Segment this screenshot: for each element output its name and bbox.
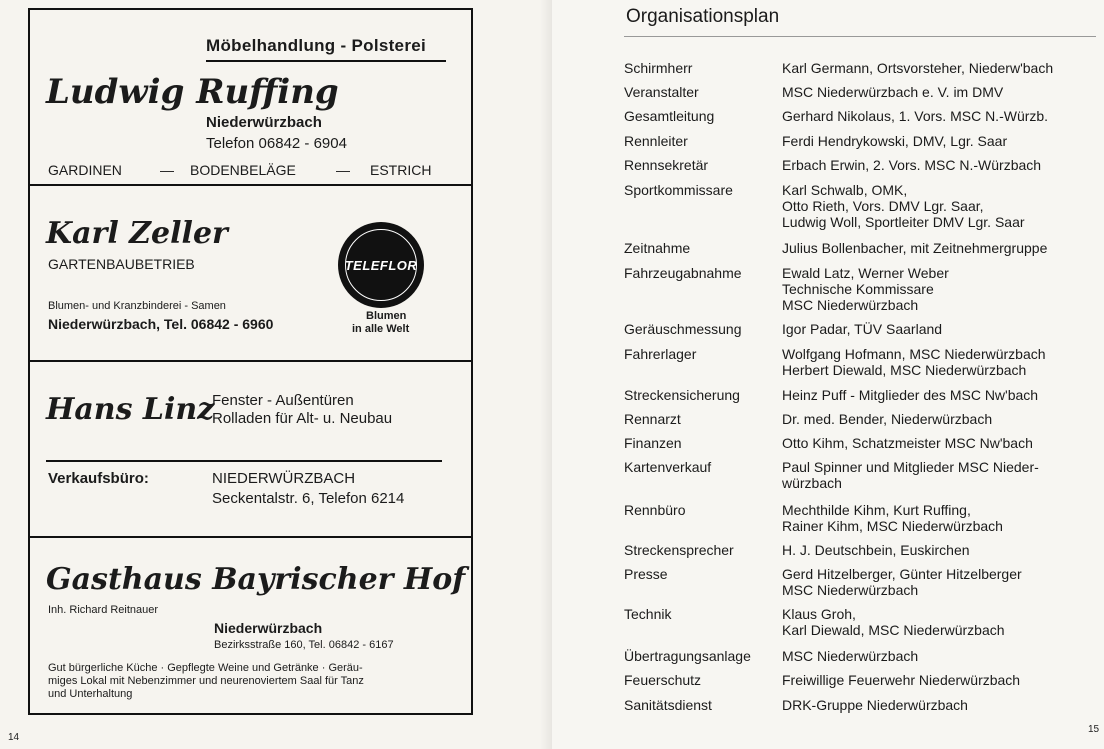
- gasthaus-description-1: Gut bürgerliche Küche · Gepflegte Weine und Getränke · Geräu-: [48, 662, 363, 674]
- person-line: Karl Diewald, MSC Niederwürzbach: [782, 622, 1005, 638]
- linz-name: Hans Linz: [46, 392, 215, 427]
- person-line: DRK-Gruppe Niederwürzbach: [782, 697, 968, 713]
- linz-line-2: Rolladen für Alt- u. Neubau: [212, 410, 393, 427]
- role-label: Sportkommissare: [624, 182, 733, 198]
- ad-separator: [30, 360, 471, 362]
- zeller-name: Karl Zeller: [46, 216, 228, 251]
- role-label: Streckensprecher: [624, 542, 734, 558]
- zeller-address: Niederwürzbach, Tel. 06842 - 6960: [48, 316, 274, 332]
- linz-office-line-2: Seckentalstr. 6, Telefon 6214: [212, 490, 405, 507]
- person-line: Igor Padar, TÜV Saarland: [782, 321, 943, 337]
- role-label: Schirmherr: [624, 60, 693, 76]
- role-label: Zeitnahme: [624, 240, 691, 256]
- title-underline: [624, 36, 1096, 37]
- gasthaus-description-3: und Unterhaltung: [48, 688, 133, 700]
- person-line: Klaus Groh,: [782, 606, 856, 622]
- teleflor-seal-text: TELEFLOR: [345, 229, 417, 301]
- role-label: Kartenverkauf: [624, 459, 712, 475]
- person-line: Ferdi Hendrykowski, DMV, Lgr. Saar: [782, 133, 1008, 149]
- ruffing-town: Niederwürzbach: [206, 114, 322, 131]
- person-line: Karl Germann, Ortsvorsteher, Niederw'bach: [782, 60, 1054, 76]
- role-label: Technik: [624, 606, 672, 622]
- teleflor-seal-logo: [338, 222, 424, 308]
- person-line: Freiwillige Feuerwehr Niederwürzbach: [782, 672, 1021, 688]
- person-line: H. J. Deutschbein, Euskirchen: [782, 542, 970, 558]
- person-line: Otto Rieth, Vors. DMV Lgr. Saar,: [782, 198, 984, 214]
- person-line: Mechthilde Kihm, Kurt Ruffing,: [782, 502, 971, 518]
- person-line: würzbach: [782, 475, 842, 491]
- role-label: Veranstalter: [624, 84, 699, 100]
- role-label: Fahrerlager: [624, 346, 697, 362]
- ruffing-item-bodenbelaege: BODENBELÄGE: [190, 162, 296, 178]
- person-line: Gerhard Nikolaus, 1. Vors. MSC N.-Würzb.: [782, 108, 1049, 124]
- role-label: Feuerschutz: [624, 672, 702, 688]
- person-line: Wolfgang Hofmann, MSC Niederwürzbach: [782, 346, 1046, 362]
- person-line: Otto Kihm, Schatzmeister MSC Nw'bach: [782, 435, 1033, 451]
- person-line: Heinz Puff - Mitglieder des MSC Nw'bach: [782, 387, 1039, 403]
- linz-office-label: Verkaufsbüro:: [48, 470, 149, 487]
- ruffing-item-estrich: ESTRICH: [370, 162, 432, 178]
- person-line: Paul Spinner und Mitglieder MSC Nieder-: [782, 459, 1039, 475]
- role-label: Finanzen: [624, 435, 682, 451]
- zeller-slogan-2: in alle Welt: [352, 323, 410, 335]
- zeller-services: Blumen- und Kranzbinderei - Samen: [48, 300, 226, 312]
- role-label: Rennbüro: [624, 502, 686, 518]
- advertisement-frame: [28, 8, 473, 715]
- ruffing-phone: Telefon 06842 - 6904: [206, 135, 347, 152]
- ad-separator: [30, 184, 471, 186]
- person-line: MSC Niederwürzbach: [782, 648, 919, 664]
- linz-office-line-1: NIEDERWÜRZBACH: [212, 470, 356, 487]
- ruffing-name: Ludwig Ruffing: [46, 72, 339, 112]
- role-label: Streckensicherung: [624, 387, 740, 403]
- person-line: Dr. med. Bender, Niederwürzbach: [782, 411, 993, 427]
- person-line: Herbert Diewald, MSC Niederwürzbach: [782, 362, 1027, 378]
- role-label: Rennleiter: [624, 133, 688, 149]
- person-line: Karl Schwalb, OMK,: [782, 182, 908, 198]
- gasthaus-owner: Inh. Richard Reitnauer: [48, 604, 159, 616]
- ruffing-item-gardinen: GARDINEN: [48, 162, 122, 178]
- ad-separator: [30, 536, 471, 538]
- person-line: Gerd Hitzelberger, Günter Hitzelberger: [782, 566, 1022, 582]
- person-line: Rainer Kihm, MSC Niederwürzbach: [782, 518, 1003, 534]
- gasthaus-name: Gasthaus Bayrischer Hof: [46, 562, 466, 597]
- person-line: Technische Kommissare: [782, 281, 934, 297]
- linz-rule-top: [46, 460, 442, 462]
- role-label: Gesamtleitung: [624, 108, 715, 124]
- gasthaus-description-2: miges Lokal mit Nebenzimmer und neurenoviertem Saal für Tanz: [48, 675, 364, 687]
- role-label: Geräuschmessung: [624, 321, 742, 337]
- role-label: Rennsekretär: [624, 157, 709, 173]
- linz-line-1: Fenster - Außentüren: [212, 392, 354, 409]
- gasthaus-town: Niederwürzbach: [214, 620, 323, 636]
- role-label: Rennarzt: [624, 411, 681, 427]
- person-line: Erbach Erwin, 2. Vors. MSC N.-Würzbach: [782, 157, 1042, 173]
- page-title: Organisationsplan: [626, 6, 780, 27]
- ruffing-dash-2: —: [336, 162, 350, 178]
- person-line: MSC Niederwürzbach e. V. im DMV: [782, 84, 1004, 100]
- ruffing-dash-1: —: [160, 162, 174, 178]
- person-line: Ewald Latz, Werner Weber: [782, 265, 949, 281]
- page-number-right: 15: [1088, 724, 1100, 735]
- person-line: MSC Niederwürzbach: [782, 297, 919, 313]
- zeller-slogan-1: Blumen: [366, 310, 407, 322]
- gasthaus-address: Bezirksstraße 160, Tel. 06842 - 6167: [214, 639, 394, 651]
- role-label: Fahrzeugabnahme: [624, 265, 742, 281]
- role-label: Sanitätsdienst: [624, 697, 712, 713]
- zeller-business: GARTENBAUBETRIEB: [48, 256, 195, 272]
- ruffing-header: Möbelhandlung - Polsterei: [206, 36, 427, 55]
- person-line: Ludwig Woll, Sportleiter DMV Lgr. Saar: [782, 214, 1025, 230]
- person-line: MSC Niederwürzbach: [782, 582, 919, 598]
- page-number-left: 14: [8, 732, 20, 743]
- role-label: Übertragungsanlage: [624, 648, 751, 664]
- header-underline: [206, 60, 446, 62]
- person-line: Julius Bollenbacher, mit Zeitnehmergruppe: [782, 240, 1048, 256]
- role-label: Presse: [624, 566, 668, 582]
